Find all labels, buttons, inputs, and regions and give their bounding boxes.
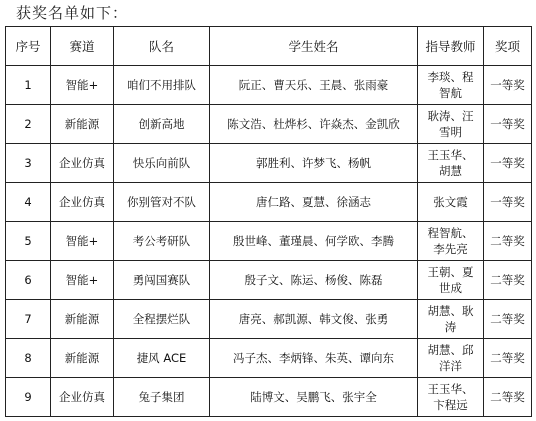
cell-students: 陈文浩、杜烨杉、许焱杰、金凯欣	[210, 105, 418, 144]
cell-index: 5	[6, 222, 51, 261]
cell-track: 新能源	[51, 339, 114, 378]
table-row	[6, 183, 532, 222]
cell-track: 企业仿真	[51, 378, 114, 417]
cell-students: 殷世峰、董瑾晨、何学欧、李腾	[210, 222, 418, 261]
table-row	[6, 339, 532, 378]
cell-team: 全程摆烂队	[114, 300, 210, 339]
cell-advisor	[418, 66, 484, 105]
table-row	[6, 144, 532, 183]
cell-team: 兔子集团	[114, 378, 210, 417]
cell-advisor	[418, 339, 484, 378]
advisor-names: 李琰、程智航	[427, 70, 474, 100]
team-name: 你别管对不队	[127, 194, 196, 209]
column-header-prize: 奖项	[484, 27, 532, 66]
advisor-names: 耿涛、汪雪明	[427, 109, 474, 139]
cell-advisor	[418, 378, 484, 417]
cell-advisor	[418, 105, 484, 144]
column-header-index: 序号	[6, 27, 51, 66]
cell-track: 新能源	[51, 105, 114, 144]
cell-track: 智能+	[51, 66, 114, 105]
column-header-advisor: 指导教师	[418, 27, 484, 66]
advisor-names: 王玉华、胡慧	[427, 148, 474, 178]
cell-advisor: 张文霞	[418, 183, 484, 222]
cell-team: 考公考研队	[114, 222, 210, 261]
cell-index: 9	[6, 378, 51, 417]
table-row	[6, 222, 532, 261]
column-header-students: 学生姓名	[210, 27, 418, 66]
cell-team	[114, 183, 210, 222]
table-header-row	[6, 27, 532, 66]
cell-prize: 一等奖	[484, 144, 532, 183]
cell-team: 捷风 ACE	[114, 339, 210, 378]
cell-students: 冯子杰、李炳锋、朱英、谭向东	[210, 339, 418, 378]
cell-index: 2	[6, 105, 51, 144]
cell-index: 4	[6, 183, 51, 222]
cell-advisor	[418, 300, 484, 339]
cell-students: 唐仁路、夏慧、徐涵志	[210, 183, 418, 222]
awards-table	[5, 26, 532, 417]
advisor-names: 胡慧、耿涛	[427, 304, 474, 334]
cell-index: 1	[6, 66, 51, 105]
cell-track: 企业仿真	[51, 183, 114, 222]
cell-students: 阮正、曹天乐、王晨、张雨豪	[210, 66, 418, 105]
cell-track: 智能+	[51, 261, 114, 300]
cell-index: 3	[6, 144, 51, 183]
cell-students: 唐亮、郝凯源、韩文俊、张勇	[210, 300, 418, 339]
cell-index: 8	[6, 339, 51, 378]
page-heading: 获奖名单如下：	[16, 4, 129, 22]
cell-prize: 一等奖	[484, 105, 532, 144]
table-row	[6, 300, 532, 339]
cell-team	[114, 66, 210, 105]
cell-students: 殷子文、陈运、杨俊、陈磊	[210, 261, 418, 300]
cell-students: 陆博文、吴鹏飞、张宇全	[210, 378, 418, 417]
cell-advisor	[418, 144, 484, 183]
cell-prize: 一等奖	[484, 66, 532, 105]
table-row	[6, 105, 532, 144]
cell-track: 智能+	[51, 222, 114, 261]
advisor-names: 王朝、夏世成	[427, 265, 474, 295]
cell-prize: 二等奖	[484, 339, 532, 378]
cell-track: 企业仿真	[51, 144, 114, 183]
cell-prize: 二等奖	[484, 222, 532, 261]
cell-team: 勇闯国赛队	[114, 261, 210, 300]
column-header-track: 赛道	[51, 27, 114, 66]
column-header-team: 队名	[114, 27, 210, 66]
cell-advisor	[418, 261, 484, 300]
cell-advisor	[418, 222, 484, 261]
advisor-names: 胡慧、邱洋洋	[427, 343, 474, 373]
cell-track: 新能源	[51, 300, 114, 339]
table-row	[6, 378, 532, 417]
cell-team: 快乐向前队	[114, 144, 210, 183]
advisor-names: 王玉华、卞程远	[427, 382, 474, 412]
cell-students: 郭胜利、许梦飞、杨帆	[210, 144, 418, 183]
table-row	[6, 261, 532, 300]
cell-index: 7	[6, 300, 51, 339]
cell-prize: 二等奖	[484, 300, 532, 339]
cell-prize: 一等奖	[484, 183, 532, 222]
cell-index: 6	[6, 261, 51, 300]
cell-prize: 二等奖	[484, 378, 532, 417]
table-row	[6, 66, 532, 105]
cell-prize: 二等奖	[484, 261, 532, 300]
team-name: 咱们不用排队	[127, 77, 196, 92]
advisor-names: 程智航、李先亮	[427, 226, 474, 256]
cell-team: 创新高地	[114, 105, 210, 144]
